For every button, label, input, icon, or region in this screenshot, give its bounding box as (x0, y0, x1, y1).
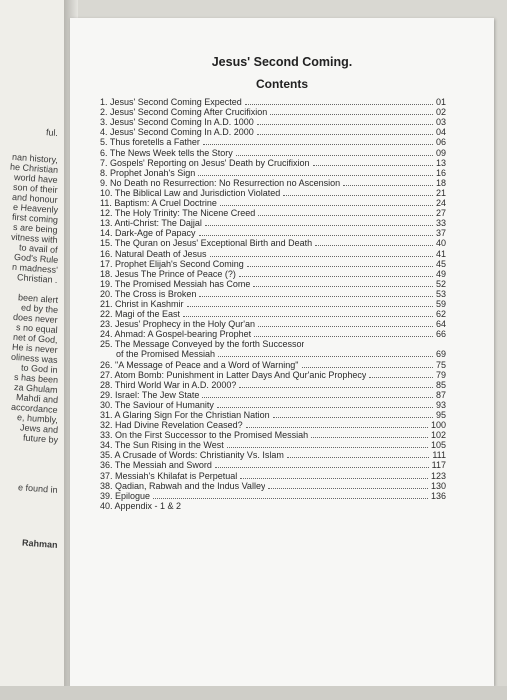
toc-entry (100, 178, 446, 188)
toc-entry-title: of the Promised Messiah (116, 349, 216, 360)
toc-leader-dots (247, 266, 433, 267)
toc-page-number: 123 (430, 470, 446, 481)
toc-entry-title: 27. Atom Bomb: Punishment in Latter Days And Qur'anic Prophecy (100, 369, 367, 380)
toc-entry-title: 40. Appendix - 1 & 2 (100, 500, 182, 511)
toc-entry (100, 349, 446, 359)
toc-entry (100, 137, 446, 147)
toc-page-number: 02 (435, 107, 446, 118)
toc-leader-dots (215, 467, 429, 468)
toc-entry-title: 31. A Glaring Sign For the Christian Nation (100, 410, 270, 420)
left-page-text-fragment: Christian . (17, 272, 59, 285)
toc-entry (100, 359, 446, 369)
toc-entry-title: 14. Dark-Age of Papacy (100, 228, 196, 239)
toc-page-number: 105 (430, 440, 446, 451)
toc-entry (100, 228, 446, 238)
toc-leader-dots (220, 205, 433, 206)
toc-entry-title: 21. Christ in Kashmir (100, 298, 184, 309)
toc-leader-dots (202, 397, 433, 398)
toc-entry-title: 23. Jesus' Prophecy in the Holy Qur'an (100, 319, 256, 330)
toc-page-number: 75 (435, 359, 446, 370)
toc-leader-dots (199, 235, 433, 236)
toc-leader-dots (218, 356, 433, 357)
toc-entry-title: 8. Prophet Jonah's Sign (100, 167, 196, 178)
toc-entry-title: 25. The Message Conveyed by the forth Successor (100, 339, 305, 350)
toc-entry-title: 6. The News Week tells the Story (100, 147, 233, 158)
toc-page-number: 09 (435, 147, 446, 158)
toc-leader-dots (257, 124, 433, 125)
left-page-text-fragment: za Ghulam (14, 381, 59, 395)
toc-page-number: 62 (435, 309, 446, 320)
toc-leader-dots (369, 377, 433, 378)
left-page-text-fragment: God's Rule (13, 251, 59, 265)
toc-entry (100, 238, 446, 248)
toc-entry (100, 127, 446, 137)
toc-page-number: 04 (435, 127, 446, 138)
toc-page-number: 16 (435, 167, 446, 178)
toc-leader-dots (246, 427, 428, 428)
toc-leader-dots (254, 336, 433, 337)
toc-leader-dots (270, 114, 433, 115)
toc-entry (100, 501, 446, 511)
toc-page-number: 102 (430, 430, 446, 441)
toc-page-number: 85 (435, 379, 446, 390)
toc-entry (100, 410, 446, 420)
toc-leader-dots (203, 144, 433, 145)
toc-entry-title: 32. Had Divine Revelation Ceased? (100, 420, 243, 431)
toc-entry-title: 17. Prophet Elijah's Second Coming (100, 258, 244, 269)
toc-entry-title: 1. Jesus' Second Coming Expected (100, 97, 242, 108)
toc-entry (100, 218, 446, 228)
toc-entry-title: 36. The Messiah and Sword (100, 460, 212, 471)
toc-entry-title: 10. The Biblical Law and Jurisdiction Violated (100, 187, 281, 198)
left-page-text-fragment: ed by the (20, 302, 59, 315)
toc-page-number: 136 (430, 490, 446, 501)
toc-leader-dots (205, 225, 433, 226)
toc-entry (100, 420, 446, 430)
toc-page-number: 24 (435, 198, 446, 209)
toc-entry-title: 35. A Crusade of Words: Christianity Vs. Islam (100, 450, 284, 461)
toc-page-number: 40 (435, 238, 446, 249)
toc-page-number: 53 (435, 288, 446, 299)
contents-page (70, 18, 494, 686)
toc-entry-title: 3. Jesus' Second Coming In A.D. 1000 (100, 117, 254, 128)
toc-entry (100, 188, 446, 198)
toc-leader-dots (239, 276, 433, 277)
toc-leader-dots (236, 155, 433, 156)
toc-entry-title: 7. Gospels' Reporting on Jesus' Death by Crucifixion (100, 157, 310, 168)
toc-page-number: 64 (435, 319, 446, 330)
toc-entry-title: 12. The Holy Trinity: The Nicene Creed (100, 208, 256, 219)
left-page-text-fragment: accordance (11, 401, 59, 415)
toc-page-number: 100 (430, 420, 446, 431)
toc-leader-dots (343, 185, 433, 186)
toc-page-number: 21 (435, 187, 446, 198)
toc-entry-title: 19. The Promised Messiah has Come (100, 278, 251, 289)
toc-page-number: 130 (430, 480, 446, 491)
toc-entry (100, 339, 446, 349)
toc-entry (100, 208, 446, 218)
toc-entry (100, 430, 446, 440)
toc-leader-dots (187, 306, 433, 307)
left-page-text-fragment: s has been (13, 371, 59, 385)
toc-page-number: 59 (435, 298, 446, 309)
toc-page-number: 79 (435, 369, 446, 380)
toc-entry (100, 279, 446, 289)
toc-entry-title: 29. Israel: The Jew State (100, 389, 200, 400)
left-page-text-fragment: nan history, (11, 151, 59, 165)
toc-leader-dots (283, 195, 433, 196)
toc-leader-dots (313, 165, 433, 166)
toc-entry (100, 269, 446, 279)
toc-page-number: 27 (435, 208, 446, 219)
toc-leader-dots (258, 326, 433, 327)
toc-entry-title: 33. On the First Successor to the Promised Messiah (100, 430, 309, 441)
left-page-text-fragment: Rahman (22, 537, 59, 550)
toc-entry (100, 470, 446, 480)
toc-page-number: 06 (435, 137, 446, 148)
toc-entry (100, 329, 446, 339)
toc-leader-dots (253, 286, 433, 287)
page-subtitle: Contents (256, 77, 308, 91)
left-page-text-fragment: n madness' (12, 261, 59, 275)
toc-entry (100, 158, 446, 168)
toc-page-number: 111 (432, 450, 446, 461)
toc-page-number: 33 (435, 218, 446, 229)
toc-entry (100, 380, 446, 390)
toc-entry (100, 390, 446, 400)
toc-leader-dots (311, 437, 428, 438)
toc-page-number: 13 (435, 157, 446, 168)
toc-leader-dots (245, 104, 433, 105)
toc-entry (100, 107, 446, 117)
toc-entry-title: 26. "A Message of Peace and a Word of Warning" (100, 359, 299, 370)
toc-entry-title: 37. Messiah's Khilafat is Perpetual (100, 470, 238, 481)
left-page-text-fragment: s no equal (16, 322, 59, 335)
left-page-text-fragment: net of God, (13, 331, 59, 345)
toc-entry-title: 39. Epilogue (100, 490, 151, 501)
toc-entry (100, 168, 446, 178)
left-page-text-fragment: future by (22, 432, 59, 445)
left-page-text-fragment: He is never (12, 341, 59, 355)
left-page-text-fragment: he Christian (9, 161, 59, 175)
toc-page-number: 49 (435, 268, 446, 279)
toc-leader-dots (153, 498, 428, 499)
toc-entry-title: 15. The Quran on Jesus' Exceptional Birth and Death (100, 238, 313, 249)
toc-entry-title: 5. Thus foretells a Father (100, 137, 200, 148)
toc-entry-title: 11. Baptism: A Cruel Doctrine (100, 198, 217, 209)
toc-page-number: 93 (435, 399, 446, 410)
toc-entry-title: 28. Third World War in A.D. 2000? (100, 379, 237, 390)
left-page-text-fragment: Mahdi and (15, 392, 59, 405)
toc-entry (100, 450, 446, 460)
toc-entry (100, 481, 446, 491)
toc-leader-dots (287, 457, 429, 458)
left-page-text-fragment: vitness with (11, 231, 59, 245)
toc-entry-title: 22. Magi of the East (100, 309, 181, 320)
toc-page-number: 37 (435, 228, 446, 239)
left-page-text-fragment: s are being (13, 221, 59, 235)
left-page-text-fragment: son of their (13, 181, 59, 195)
toc-page-number: 69 (435, 349, 446, 360)
left-page-text-fragment: first coming (11, 211, 59, 225)
toc-leader-dots (217, 407, 433, 408)
toc-page-number: 03 (435, 117, 446, 128)
left-page-text-fragment: and honour (12, 191, 59, 205)
toc-entry (100, 198, 446, 208)
toc-entry-title: 13. Anti-Christ: The Dajjal (100, 218, 202, 229)
toc-leader-dots (273, 417, 433, 418)
toc-leader-dots (268, 488, 428, 489)
toc-entry-title: 4. Jesus' Second Coming In A.D. 2000 (100, 127, 254, 138)
toc-leader-dots (227, 447, 428, 448)
toc-page-number: 66 (435, 329, 446, 340)
toc-leader-dots (210, 256, 433, 257)
toc-page-number: 87 (435, 389, 446, 400)
toc-entry (100, 117, 446, 127)
toc-leader-dots (198, 175, 433, 176)
toc-leader-dots (239, 387, 433, 388)
toc-entry (100, 147, 446, 157)
toc-leader-dots (302, 367, 433, 368)
toc-entry-title: 30. The Saviour of Humanity (100, 399, 214, 410)
table-of-contents (100, 97, 446, 511)
left-page-text-fragment: oliness was (11, 351, 59, 365)
left-page-text-fragment: to avail of (19, 242, 59, 255)
toc-entry-title: 9. No Death no Resurrection: No Resurrection no Ascension (100, 177, 341, 188)
toc-entry (100, 248, 446, 258)
toc-entry-title: 20. The Cross is Broken (100, 288, 197, 299)
toc-leader-dots (258, 215, 433, 216)
toc-entry (100, 491, 446, 501)
toc-entry (100, 460, 446, 470)
left-page-text-fragment: e found in (18, 482, 59, 495)
toc-entry-title: 18. Jesus The Prince of Peace (?) (100, 268, 236, 279)
toc-entry (100, 440, 446, 450)
left-page-text-fragment: e, humbly, (16, 412, 59, 425)
toc-entry (100, 289, 446, 299)
toc-leader-dots (183, 316, 433, 317)
toc-entry (100, 400, 446, 410)
left-page (0, 0, 64, 700)
left-page-text-fragment: world have (14, 171, 59, 185)
toc-leader-dots (315, 245, 433, 246)
toc-entry (100, 370, 446, 380)
toc-entry (100, 299, 446, 309)
toc-entry (100, 259, 446, 269)
toc-page-number: 45 (435, 258, 446, 269)
toc-leader-dots (240, 478, 428, 479)
toc-page-number: 41 (435, 248, 446, 259)
toc-page-number: 52 (435, 278, 446, 289)
toc-page-number: 95 (435, 410, 446, 420)
toc-leader-dots (257, 134, 433, 135)
toc-entry (100, 97, 446, 107)
toc-page-number: 18 (435, 177, 446, 188)
toc-entry (100, 319, 446, 329)
left-page-text-fragment: does never (13, 311, 59, 325)
toc-leader-dots (199, 296, 433, 297)
toc-page-number: 117 (431, 460, 446, 471)
table-surface (0, 686, 507, 700)
toc-entry-title: 16. Natural Death of Jesus (100, 248, 207, 259)
left-page-text-fragment: Jews and (19, 422, 59, 435)
left-page-text-fragment: e Heavenly (12, 201, 59, 215)
toc-entry-title: 34. The Sun Rising in the West (100, 440, 224, 451)
left-page-text-fragment: been alert (17, 292, 59, 305)
toc-entry-title: 38. Qadian, Rabwah and the Indus Valley (100, 480, 266, 491)
toc-page-number: 01 (435, 97, 446, 108)
toc-entry (100, 309, 446, 319)
page-title: Jesus' Second Coming. (211, 55, 353, 69)
left-page-text-fragment: to God in (21, 362, 59, 375)
left-page-text-fragment: ful. (45, 127, 59, 138)
toc-entry-title: 2. Jesus' Second Coming After Crucifixion (100, 107, 268, 118)
toc-entry-title: 24. Ahmad: A Gospel-bearing Prophet (100, 329, 252, 340)
